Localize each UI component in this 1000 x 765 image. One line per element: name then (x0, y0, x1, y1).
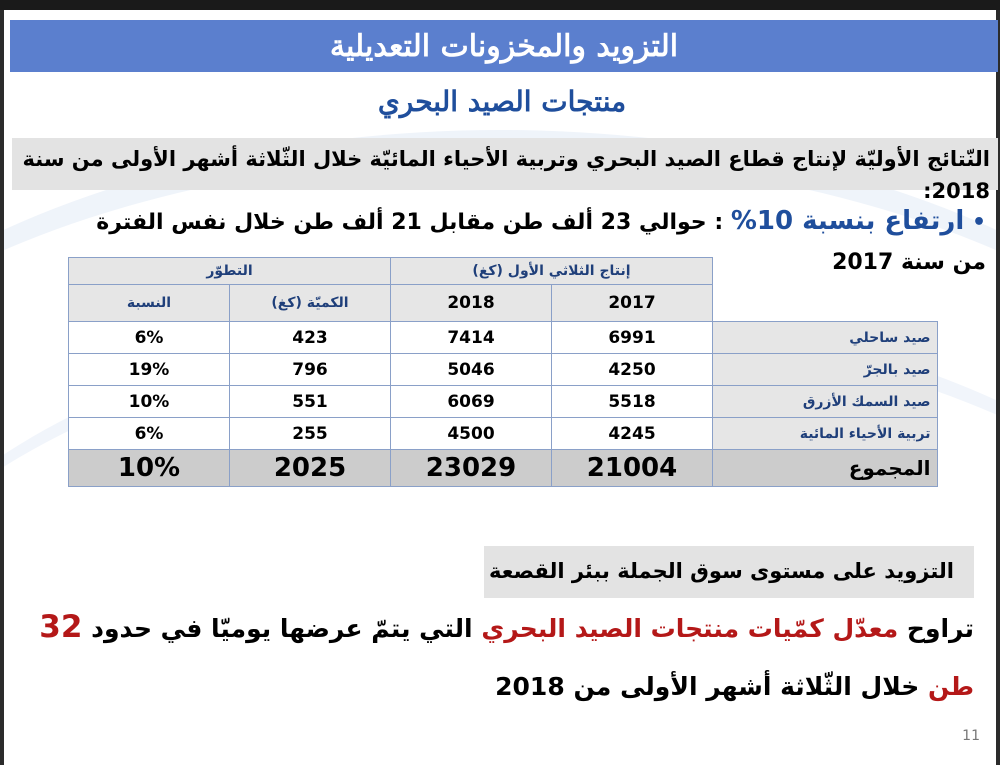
cell-percent: 6% (69, 418, 230, 450)
cell-2017: 5518 (552, 386, 713, 418)
cell-2018: 5046 (391, 354, 552, 386)
bullet-dot: • (971, 210, 986, 235)
header-quantity: الكميّة (كغ) (230, 285, 391, 322)
cell-2018: 6069 (391, 386, 552, 418)
header-evolution: التطوّر (69, 258, 391, 285)
production-table (68, 257, 938, 487)
supply-unit: طن (927, 672, 974, 701)
cell-percent: 10% (69, 386, 230, 418)
cell-percent: 19% (69, 354, 230, 386)
cell-2017: 6991 (552, 322, 713, 354)
header-percent: النسبة (69, 285, 230, 322)
table-row (69, 322, 938, 354)
table-total-row (69, 450, 938, 487)
bullet-lead: ارتفاع بنسبة 10% (730, 206, 965, 236)
total-percent: 10% (69, 450, 230, 487)
cell-2017: 4250 (552, 354, 713, 386)
supply-text-2: التي يتمّ عرضها يوميّا في حدود (91, 614, 473, 643)
bullet-line (6, 203, 986, 241)
slide-subtitle: منتجات الصيد البحري (377, 84, 627, 118)
title-bar (10, 20, 998, 72)
row-label: صيد بالجرّ (713, 354, 938, 386)
bullet-colon: : (714, 210, 724, 235)
row-label: صيد السمك الأزرق (713, 386, 938, 418)
supply-highlight: معدّل كمّيات منتجات الصيد البحري (481, 614, 899, 643)
intro-text: النّتائج الأوليّة لإنتاج قطاع الصيد البحري وتربية الأحياء المائيّة خلال الثّلاثة أشهر الأولى من سنة 2018: (22, 147, 990, 203)
total-2017: 21004 (552, 450, 713, 487)
table-row (69, 386, 938, 418)
slide-edge (996, 10, 1000, 765)
cell-quantity: 796 (230, 354, 391, 386)
page-number: 11 (962, 728, 980, 744)
subtitle-box (320, 76, 684, 126)
supply-paragraph (14, 598, 974, 716)
cell-2018: 7414 (391, 322, 552, 354)
supply-heading: التزويد على مستوى سوق الجملة ببئر القصعة (489, 559, 954, 583)
bullet-line-2: من سنة 2017 (832, 250, 986, 275)
supply-amount: 32 (39, 609, 83, 645)
table-row (69, 418, 938, 450)
cell-quantity: 255 (230, 418, 391, 450)
cell-quantity: 423 (230, 322, 391, 354)
table-corner (713, 285, 938, 322)
supply-text-1: تراوح (906, 614, 974, 643)
cell-quantity: 551 (230, 386, 391, 418)
header-year-2017: 2017 (552, 285, 713, 322)
total-2018: 23029 (391, 450, 552, 487)
cell-2018: 4500 (391, 418, 552, 450)
slide (0, 10, 1000, 765)
table-corner (713, 258, 938, 285)
table-row (69, 354, 938, 386)
slide-title: التزويد والمخزونات التعديلية (329, 28, 679, 64)
supply-text-3: خلال الثّلاثة أشهر الأولى من 2018 (495, 672, 920, 701)
cell-2017: 4245 (552, 418, 713, 450)
total-label: المجموع (713, 450, 938, 487)
header-production: إنتاج الثلاثي الأول (كغ) (391, 258, 713, 285)
total-quantity: 2025 (230, 450, 391, 487)
row-label: صيد ساحلي (713, 322, 938, 354)
slide-edge (0, 10, 4, 765)
row-label: تربية الأحياء المائية (713, 418, 938, 450)
header-year-2018: 2018 (391, 285, 552, 322)
bullet-rest: حوالي 23 ألف طن مقابل 21 ألف طن خلال نفس الفترة (96, 210, 707, 235)
cell-percent: 6% (69, 322, 230, 354)
